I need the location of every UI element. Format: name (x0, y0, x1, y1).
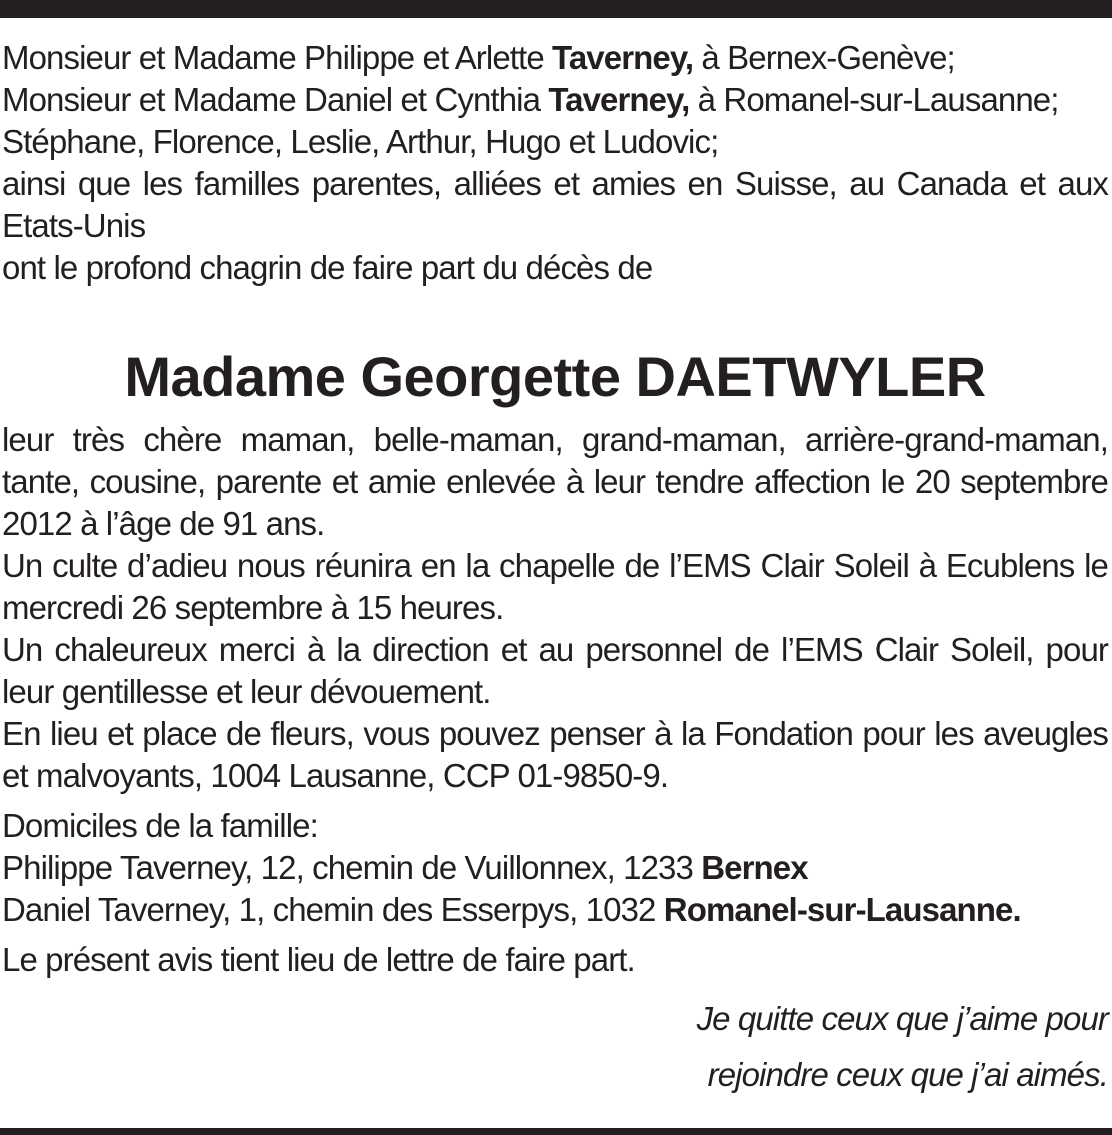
notice-line: Le présent avis tient lieu de lettre de faire part. (2, 941, 635, 978)
quote-block (2, 991, 1108, 1103)
relation-paragraph: leur très chère maman, belle-maman, grand-maman, arrière-grand-maman, tante, cousine, parente et amie enlevée à leur tendre affection le 20 septembre 2012 à l’âge de 91 ans. (2, 421, 1108, 542)
announcer-line-1: Monsieur et Madame Philippe et Arlette Taverney, à Bernex-Genève; (2, 39, 955, 76)
service-paragraph: Un culte d’adieu nous réunira en la chapelle de l’EMS Clair Soleil à Ecublens le mercredi 26 septembre à 15 heures. (2, 547, 1108, 626)
families-line: ainsi que les familles parentes, alliées et amies en Suisse, au Canada et aux Etats-Unis (2, 165, 1108, 244)
deceased-name: Madame Georgette DAETWYLER (124, 345, 986, 408)
address-line-1: Philippe Taverney, 12, chemin de Vuillonnex, 1233 Bernex (2, 849, 808, 886)
announcer-line-2: Monsieur et Madame Daniel et Cynthia Taverney, à Romanel-sur-Lausanne; (2, 81, 1059, 118)
addresses-heading: Domiciles de la famille: (2, 807, 318, 844)
address-line-2: Daniel Taverney, 1, chemin des Esserpys, 1032 Romanel-sur-Lausanne. (2, 891, 1021, 928)
quote-line-1: Je quitte ceux que j’aime pour (696, 1000, 1108, 1037)
obituary-notice (2, 37, 1108, 1103)
thanks-paragraph: Un chaleureux merci à la direction et au personnel de l’EMS Clair Soleil, pour leur gentillesse et leur dévouement. (2, 631, 1108, 710)
quote-line-2: rejoindre ceux que j’ai aimés. (707, 1056, 1108, 1093)
bottom-border-rule (0, 1128, 1112, 1135)
top-border-rule (0, 0, 1112, 18)
address-city-2: Romanel-sur-Lausanne. (663, 891, 1021, 928)
announcer-surname-2: Taverney, (548, 81, 690, 118)
donations-paragraph: En lieu et place de fleurs, vous pouvez penser à la Fondation pour les aveugles et malvoyants, 1004 Lausanne, CCP 01-9850-9. (2, 715, 1108, 794)
grandchildren-line: Stéphane, Florence, Leslie, Arthur, Hugo et Ludovic; (2, 123, 719, 160)
announcement-line: ont le profond chagrin de faire part du décès de (2, 249, 653, 286)
announcer-surname-1: Taverney, (552, 39, 694, 76)
address-city-1: Bernex (701, 849, 808, 886)
